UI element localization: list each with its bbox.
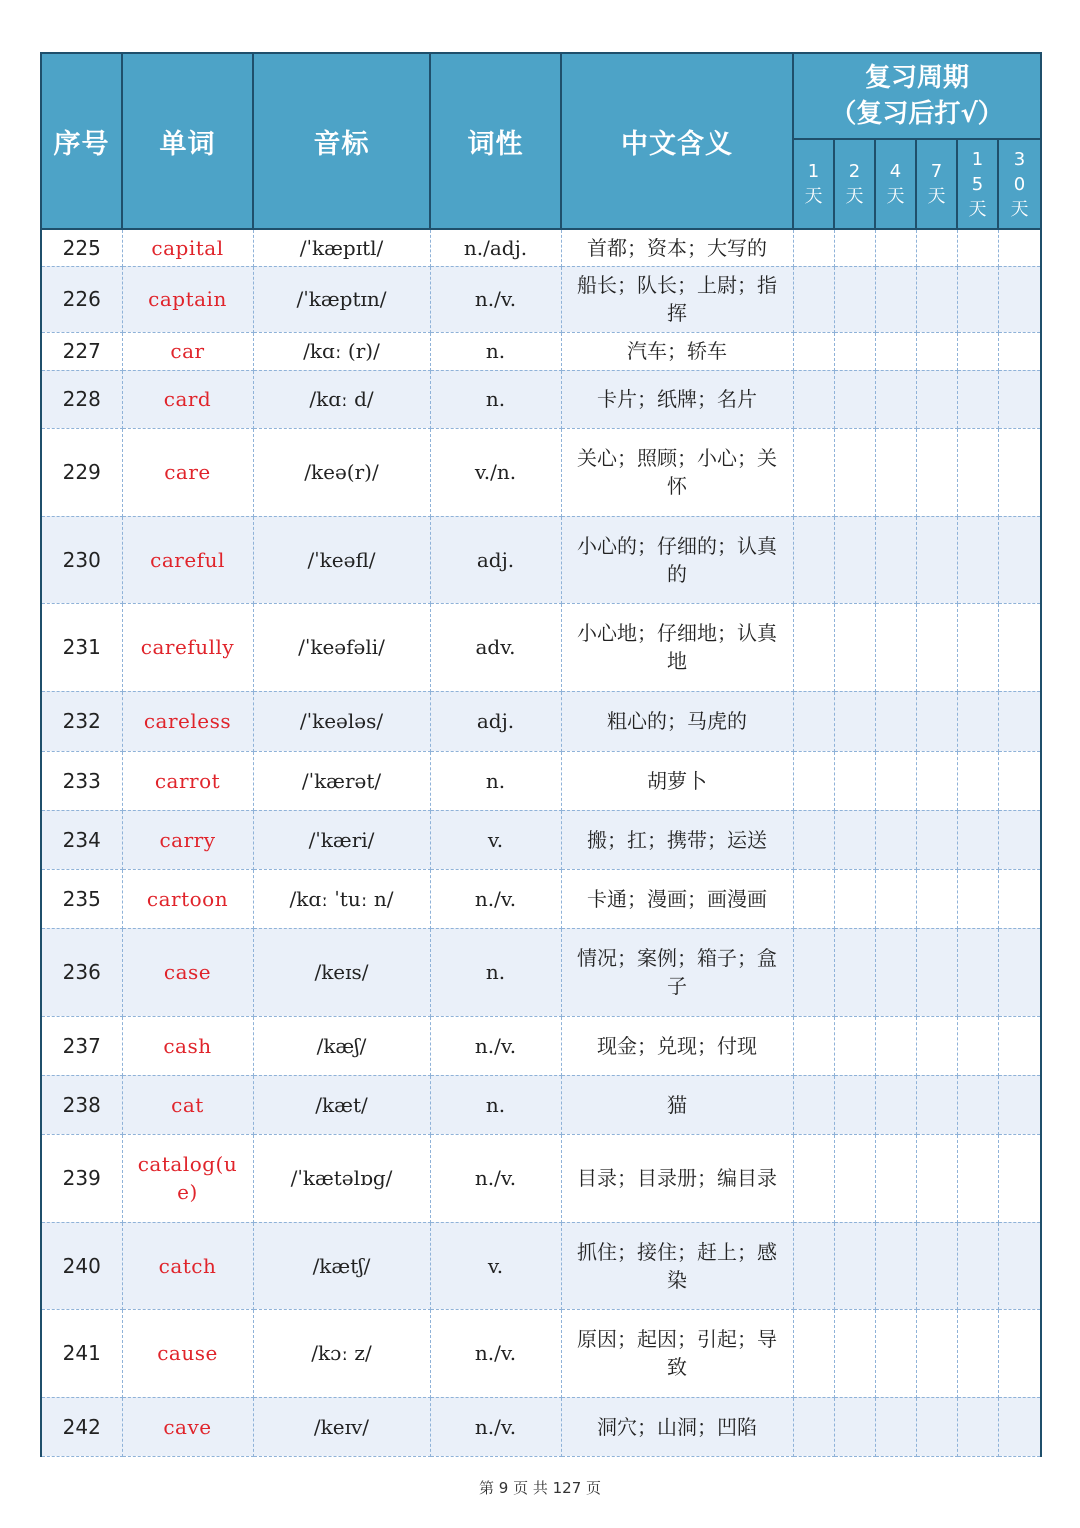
row-word: car: [122, 332, 253, 370]
review-checkbox-cell[interactable]: [834, 370, 875, 428]
review-checkbox-cell[interactable]: [793, 603, 834, 691]
review-checkbox-cell[interactable]: [998, 428, 1041, 516]
review-checkbox-cell[interactable]: [957, 869, 998, 928]
review-checkbox-cell[interactable]: [875, 370, 916, 428]
review-checkbox-cell[interactable]: [875, 691, 916, 751]
row-part-of-speech: v./n.: [430, 428, 561, 516]
row-meaning: 胡萝卜: [561, 751, 793, 810]
table-row: [41, 370, 1041, 428]
row-meaning: 目录；目录册；编目录: [561, 1134, 793, 1222]
page-footer: [0, 1477, 1080, 1498]
row-part-of-speech: n.: [430, 332, 561, 370]
row-word: carrot: [122, 751, 253, 810]
review-checkbox-cell[interactable]: [875, 1309, 916, 1397]
review-cycle-title: 复习周期: [865, 63, 970, 93]
row-number: 241: [41, 1309, 122, 1397]
row-phonetic: /kɑː (r)/: [253, 332, 430, 370]
row-meaning: 卡通；漫画；画漫画: [561, 869, 793, 928]
row-number: 240: [41, 1222, 122, 1309]
table-row: [41, 516, 1041, 603]
review-checkbox-cell[interactable]: [998, 751, 1041, 810]
table-row: [41, 810, 1041, 869]
row-meaning: 洞穴；山洞；凹陷: [561, 1397, 793, 1456]
header-word: 单词: [122, 53, 253, 229]
header-day-1: [834, 139, 875, 229]
row-meaning: 汽车；轿车: [561, 332, 793, 370]
row-word: cat: [122, 1075, 253, 1134]
row-part-of-speech: n./v.: [430, 266, 561, 332]
footer-page-number: 9: [498, 1479, 509, 1497]
row-number: 237: [41, 1016, 122, 1075]
row-meaning: 抓住；接住；赶上；感染: [561, 1222, 793, 1309]
review-checkbox-cell[interactable]: [834, 691, 875, 751]
header-day-char: 天: [1010, 198, 1029, 220]
row-number: 230: [41, 516, 122, 603]
table-row: [41, 869, 1041, 928]
review-checkbox-cell[interactable]: [916, 691, 957, 751]
row-part-of-speech: n./v.: [430, 1309, 561, 1397]
review-checkbox-cell[interactable]: [957, 1309, 998, 1397]
review-checkbox-cell[interactable]: [916, 229, 957, 266]
review-checkbox-cell[interactable]: [957, 1222, 998, 1309]
review-checkbox-cell[interactable]: [875, 1075, 916, 1134]
review-checkbox-cell[interactable]: [793, 1222, 834, 1309]
review-checkbox-cell[interactable]: [834, 603, 875, 691]
review-checkbox-cell[interactable]: [957, 603, 998, 691]
header-day-char: 1: [971, 148, 984, 170]
row-meaning: 现金；兑现；付现: [561, 1016, 793, 1075]
row-part-of-speech: n./v.: [430, 1016, 561, 1075]
row-meaning: 小心的；仔细的；认真的: [561, 516, 793, 603]
review-checkbox-cell[interactable]: [793, 516, 834, 603]
row-part-of-speech: n.: [430, 751, 561, 810]
review-checkbox-cell[interactable]: [916, 332, 957, 370]
review-checkbox-cell[interactable]: [834, 1016, 875, 1075]
review-checkbox-cell[interactable]: [834, 869, 875, 928]
review-checkbox-cell[interactable]: [875, 229, 916, 266]
review-checkbox-cell[interactable]: [834, 810, 875, 869]
row-phonetic: /ˈkæpɪtl/: [253, 229, 430, 266]
footer-pre: 第: [478, 1479, 494, 1497]
header-day-char: 4: [889, 161, 902, 182]
row-part-of-speech: n./v.: [430, 1134, 561, 1222]
review-checkbox-cell[interactable]: [998, 1397, 1041, 1456]
review-checkbox-cell[interactable]: [793, 1309, 834, 1397]
row-phonetic: /ˈkæri/: [253, 810, 430, 869]
row-meaning: 搬；扛；携带；运送: [561, 810, 793, 869]
row-word: careless: [122, 691, 253, 751]
table-row: [41, 229, 1041, 266]
review-checkbox-cell[interactable]: [793, 1134, 834, 1222]
review-checkbox-cell[interactable]: [916, 266, 957, 332]
row-number: 226: [41, 266, 122, 332]
review-checkbox-cell[interactable]: [998, 810, 1041, 869]
review-checkbox-cell[interactable]: [875, 928, 916, 1016]
row-word: care: [122, 428, 253, 516]
header-day-char: 7: [930, 161, 943, 182]
header-day-char: 天: [927, 186, 946, 207]
header-day-char: 天: [886, 186, 905, 207]
review-checkbox-cell[interactable]: [916, 1397, 957, 1456]
review-checkbox-cell[interactable]: [916, 516, 957, 603]
review-checkbox-cell[interactable]: [998, 928, 1041, 1016]
row-phonetic: /ˈkeəfəli/: [253, 603, 430, 691]
review-checkbox-cell[interactable]: [793, 928, 834, 1016]
review-checkbox-cell[interactable]: [834, 1397, 875, 1456]
review-checkbox-cell[interactable]: [998, 1222, 1041, 1309]
vocabulary-table: [40, 52, 1042, 1457]
header-index: 序号: [41, 53, 122, 229]
row-number: 228: [41, 370, 122, 428]
review-checkbox-cell[interactable]: [916, 751, 957, 810]
review-checkbox-cell[interactable]: [998, 1075, 1041, 1134]
header-day-0: [793, 139, 834, 229]
row-number: 227: [41, 332, 122, 370]
table-row: [41, 1309, 1041, 1397]
header-review-cycle: [793, 53, 1041, 139]
review-checkbox-cell[interactable]: [998, 1016, 1041, 1075]
header-day-4: [957, 139, 998, 229]
row-word: catalog(ue): [122, 1134, 253, 1222]
review-checkbox-cell[interactable]: [834, 428, 875, 516]
review-checkbox-cell[interactable]: [916, 370, 957, 428]
review-checkbox-cell[interactable]: [998, 370, 1041, 428]
review-checkbox-cell[interactable]: [834, 751, 875, 810]
row-part-of-speech: adj.: [430, 516, 561, 603]
row-part-of-speech: n.: [430, 928, 561, 1016]
row-word: cave: [122, 1397, 253, 1456]
review-checkbox-cell[interactable]: [875, 1016, 916, 1075]
row-phonetic: /keə(r)/: [253, 428, 430, 516]
row-meaning: 船长；队长；上尉；指挥: [561, 266, 793, 332]
review-checkbox-cell[interactable]: [957, 1134, 998, 1222]
review-checkbox-cell[interactable]: [834, 1222, 875, 1309]
row-part-of-speech: n.: [430, 1075, 561, 1134]
vocabulary-table-sheet: [40, 52, 1040, 1457]
review-checkbox-cell[interactable]: [916, 869, 957, 928]
row-number: 232: [41, 691, 122, 751]
row-number: 231: [41, 603, 122, 691]
review-checkbox-cell[interactable]: [957, 516, 998, 603]
header-day-char: 天: [968, 198, 987, 220]
row-part-of-speech: n./v.: [430, 1397, 561, 1456]
table-body: [41, 229, 1041, 1456]
review-checkbox-cell[interactable]: [793, 1397, 834, 1456]
row-meaning: 关心；照顾；小心；关怀: [561, 428, 793, 516]
review-checkbox-cell[interactable]: [834, 1075, 875, 1134]
review-checkbox-cell[interactable]: [957, 1016, 998, 1075]
review-checkbox-cell[interactable]: [916, 1309, 957, 1397]
row-phonetic: /kæʃ/: [253, 1016, 430, 1075]
footer-post: 页: [586, 1479, 602, 1497]
review-checkbox-cell[interactable]: [834, 516, 875, 603]
review-checkbox-cell[interactable]: [834, 332, 875, 370]
review-checkbox-cell[interactable]: [916, 1134, 957, 1222]
review-checkbox-cell[interactable]: [916, 1222, 957, 1309]
row-number: 229: [41, 428, 122, 516]
header-meaning: 中文含义: [561, 53, 793, 229]
row-part-of-speech: n.: [430, 370, 561, 428]
review-checkbox-cell[interactable]: [793, 869, 834, 928]
review-checkbox-cell[interactable]: [998, 332, 1041, 370]
review-checkbox-cell[interactable]: [875, 810, 916, 869]
review-checkbox-cell[interactable]: [834, 1309, 875, 1397]
review-checkbox-cell[interactable]: [793, 691, 834, 751]
review-checkbox-cell[interactable]: [916, 810, 957, 869]
review-checkbox-cell[interactable]: [916, 603, 957, 691]
header-day-char: 2: [848, 161, 861, 182]
table-row: [41, 1222, 1041, 1309]
header-day-char: 0: [1013, 173, 1026, 195]
review-checkbox-cell[interactable]: [916, 1016, 957, 1075]
row-phonetic: /ˈkætəlɒg/: [253, 1134, 430, 1222]
header-day-char: 3: [1013, 148, 1026, 170]
table-row: [41, 928, 1041, 1016]
table-row: [41, 691, 1041, 751]
review-checkbox-cell[interactable]: [957, 229, 998, 266]
row-phonetic: /keɪv/: [253, 1397, 430, 1456]
row-part-of-speech: n./adj.: [430, 229, 561, 266]
review-checkbox-cell[interactable]: [875, 266, 916, 332]
table-row: [41, 428, 1041, 516]
header-day-char: 1: [807, 161, 820, 182]
row-phonetic: /ˈkærət/: [253, 751, 430, 810]
review-checkbox-cell[interactable]: [957, 428, 998, 516]
review-checkbox-cell[interactable]: [998, 516, 1041, 603]
row-phonetic: /kɔː z/: [253, 1309, 430, 1397]
review-checkbox-cell[interactable]: [793, 370, 834, 428]
review-checkbox-cell[interactable]: [875, 603, 916, 691]
review-checkbox-cell[interactable]: [957, 810, 998, 869]
review-checkbox-cell[interactable]: [957, 691, 998, 751]
review-checkbox-cell[interactable]: [998, 229, 1041, 266]
row-meaning: 首都；资本；大写的: [561, 229, 793, 266]
review-checkbox-cell[interactable]: [957, 370, 998, 428]
review-checkbox-cell[interactable]: [916, 428, 957, 516]
review-checkbox-cell[interactable]: [998, 1134, 1041, 1222]
review-checkbox-cell[interactable]: [875, 428, 916, 516]
row-part-of-speech: adv.: [430, 603, 561, 691]
table-row: [41, 751, 1041, 810]
review-checkbox-cell[interactable]: [916, 928, 957, 1016]
row-word: cause: [122, 1309, 253, 1397]
review-checkbox-cell[interactable]: [957, 1075, 998, 1134]
row-phonetic: /kɑː d/: [253, 370, 430, 428]
row-phonetic: /kæt/: [253, 1075, 430, 1134]
row-number: 233: [41, 751, 122, 810]
row-word: captain: [122, 266, 253, 332]
header-day-2: [875, 139, 916, 229]
review-checkbox-cell[interactable]: [875, 869, 916, 928]
review-checkbox-cell[interactable]: [916, 1075, 957, 1134]
review-checkbox-cell[interactable]: [793, 229, 834, 266]
row-word: careful: [122, 516, 253, 603]
row-meaning: 原因；起因；引起；导致: [561, 1309, 793, 1397]
row-word: case: [122, 928, 253, 1016]
row-part-of-speech: v.: [430, 810, 561, 869]
row-phonetic: /ˈkeəfl/: [253, 516, 430, 603]
review-checkbox-cell[interactable]: [875, 1134, 916, 1222]
header-pos: 词性: [430, 53, 561, 229]
review-checkbox-cell[interactable]: [957, 332, 998, 370]
row-number: 225: [41, 229, 122, 266]
review-checkbox-cell[interactable]: [834, 229, 875, 266]
review-checkbox-cell[interactable]: [793, 1016, 834, 1075]
row-phonetic: /ˈkæptɪn/: [253, 266, 430, 332]
row-part-of-speech: n./v.: [430, 869, 561, 928]
row-word: cartoon: [122, 869, 253, 928]
row-meaning: 卡片；纸牌；名片: [561, 370, 793, 428]
review-checkbox-cell[interactable]: [875, 332, 916, 370]
review-checkbox-cell[interactable]: [875, 751, 916, 810]
row-word: catch: [122, 1222, 253, 1309]
review-checkbox-cell[interactable]: [793, 332, 834, 370]
table-row: [41, 266, 1041, 332]
table-row: [41, 603, 1041, 691]
table-row: [41, 1397, 1041, 1456]
header-day-char: 天: [845, 186, 864, 207]
review-checkbox-cell[interactable]: [998, 1309, 1041, 1397]
table-row: [41, 332, 1041, 370]
row-meaning: 粗心的；马虎的: [561, 691, 793, 751]
review-checkbox-cell[interactable]: [957, 1397, 998, 1456]
row-word: carry: [122, 810, 253, 869]
table-header: [41, 53, 1041, 229]
review-checkbox-cell[interactable]: [834, 928, 875, 1016]
review-checkbox-cell[interactable]: [875, 1222, 916, 1309]
review-checkbox-cell[interactable]: [793, 810, 834, 869]
review-checkbox-cell[interactable]: [793, 428, 834, 516]
review-checkbox-cell[interactable]: [998, 869, 1041, 928]
row-word: carefully: [122, 603, 253, 691]
row-number: 236: [41, 928, 122, 1016]
review-checkbox-cell[interactable]: [998, 603, 1041, 691]
header-day-char: 天: [804, 186, 823, 207]
review-checkbox-cell[interactable]: [875, 516, 916, 603]
review-checkbox-cell[interactable]: [793, 751, 834, 810]
review-checkbox-cell[interactable]: [957, 928, 998, 1016]
row-part-of-speech: v.: [430, 1222, 561, 1309]
row-number: 238: [41, 1075, 122, 1134]
review-checkbox-cell[interactable]: [957, 751, 998, 810]
footer-total-pages: 127: [552, 1479, 582, 1497]
row-word: card: [122, 370, 253, 428]
review-checkbox-cell[interactable]: [998, 691, 1041, 751]
review-checkbox-cell[interactable]: [793, 266, 834, 332]
table-row: [41, 1134, 1041, 1222]
review-checkbox-cell[interactable]: [834, 1134, 875, 1222]
row-part-of-speech: adj.: [430, 691, 561, 751]
table-row: [41, 1075, 1041, 1134]
row-number: 234: [41, 810, 122, 869]
row-word: cash: [122, 1016, 253, 1075]
review-checkbox-cell[interactable]: [957, 266, 998, 332]
row-phonetic: /keɪs/: [253, 928, 430, 1016]
row-meaning: 小心地；仔细地；认真地: [561, 603, 793, 691]
review-checkbox-cell[interactable]: [834, 266, 875, 332]
header-day-3: [916, 139, 957, 229]
review-checkbox-cell[interactable]: [875, 1397, 916, 1456]
header-day-5: [998, 139, 1041, 229]
header-day-char: 5: [971, 173, 984, 195]
row-number: 242: [41, 1397, 122, 1456]
table-row: [41, 1016, 1041, 1075]
row-number: 235: [41, 869, 122, 928]
header-phonetic: 音标: [253, 53, 430, 229]
review-checkbox-cell[interactable]: [998, 266, 1041, 332]
row-phonetic: /ˈkeələs/: [253, 691, 430, 751]
row-meaning: 猫: [561, 1075, 793, 1134]
review-cycle-subtitle: （复习后打√）: [830, 99, 1004, 129]
review-checkbox-cell[interactable]: [793, 1075, 834, 1134]
row-phonetic: /kætʃ/: [253, 1222, 430, 1309]
row-number: 239: [41, 1134, 122, 1222]
footer-mid: 页 共: [513, 1479, 548, 1497]
row-word: capital: [122, 229, 253, 266]
row-phonetic: /kɑː ˈtuː n/: [253, 869, 430, 928]
row-meaning: 情况；案例；箱子；盒子: [561, 928, 793, 1016]
